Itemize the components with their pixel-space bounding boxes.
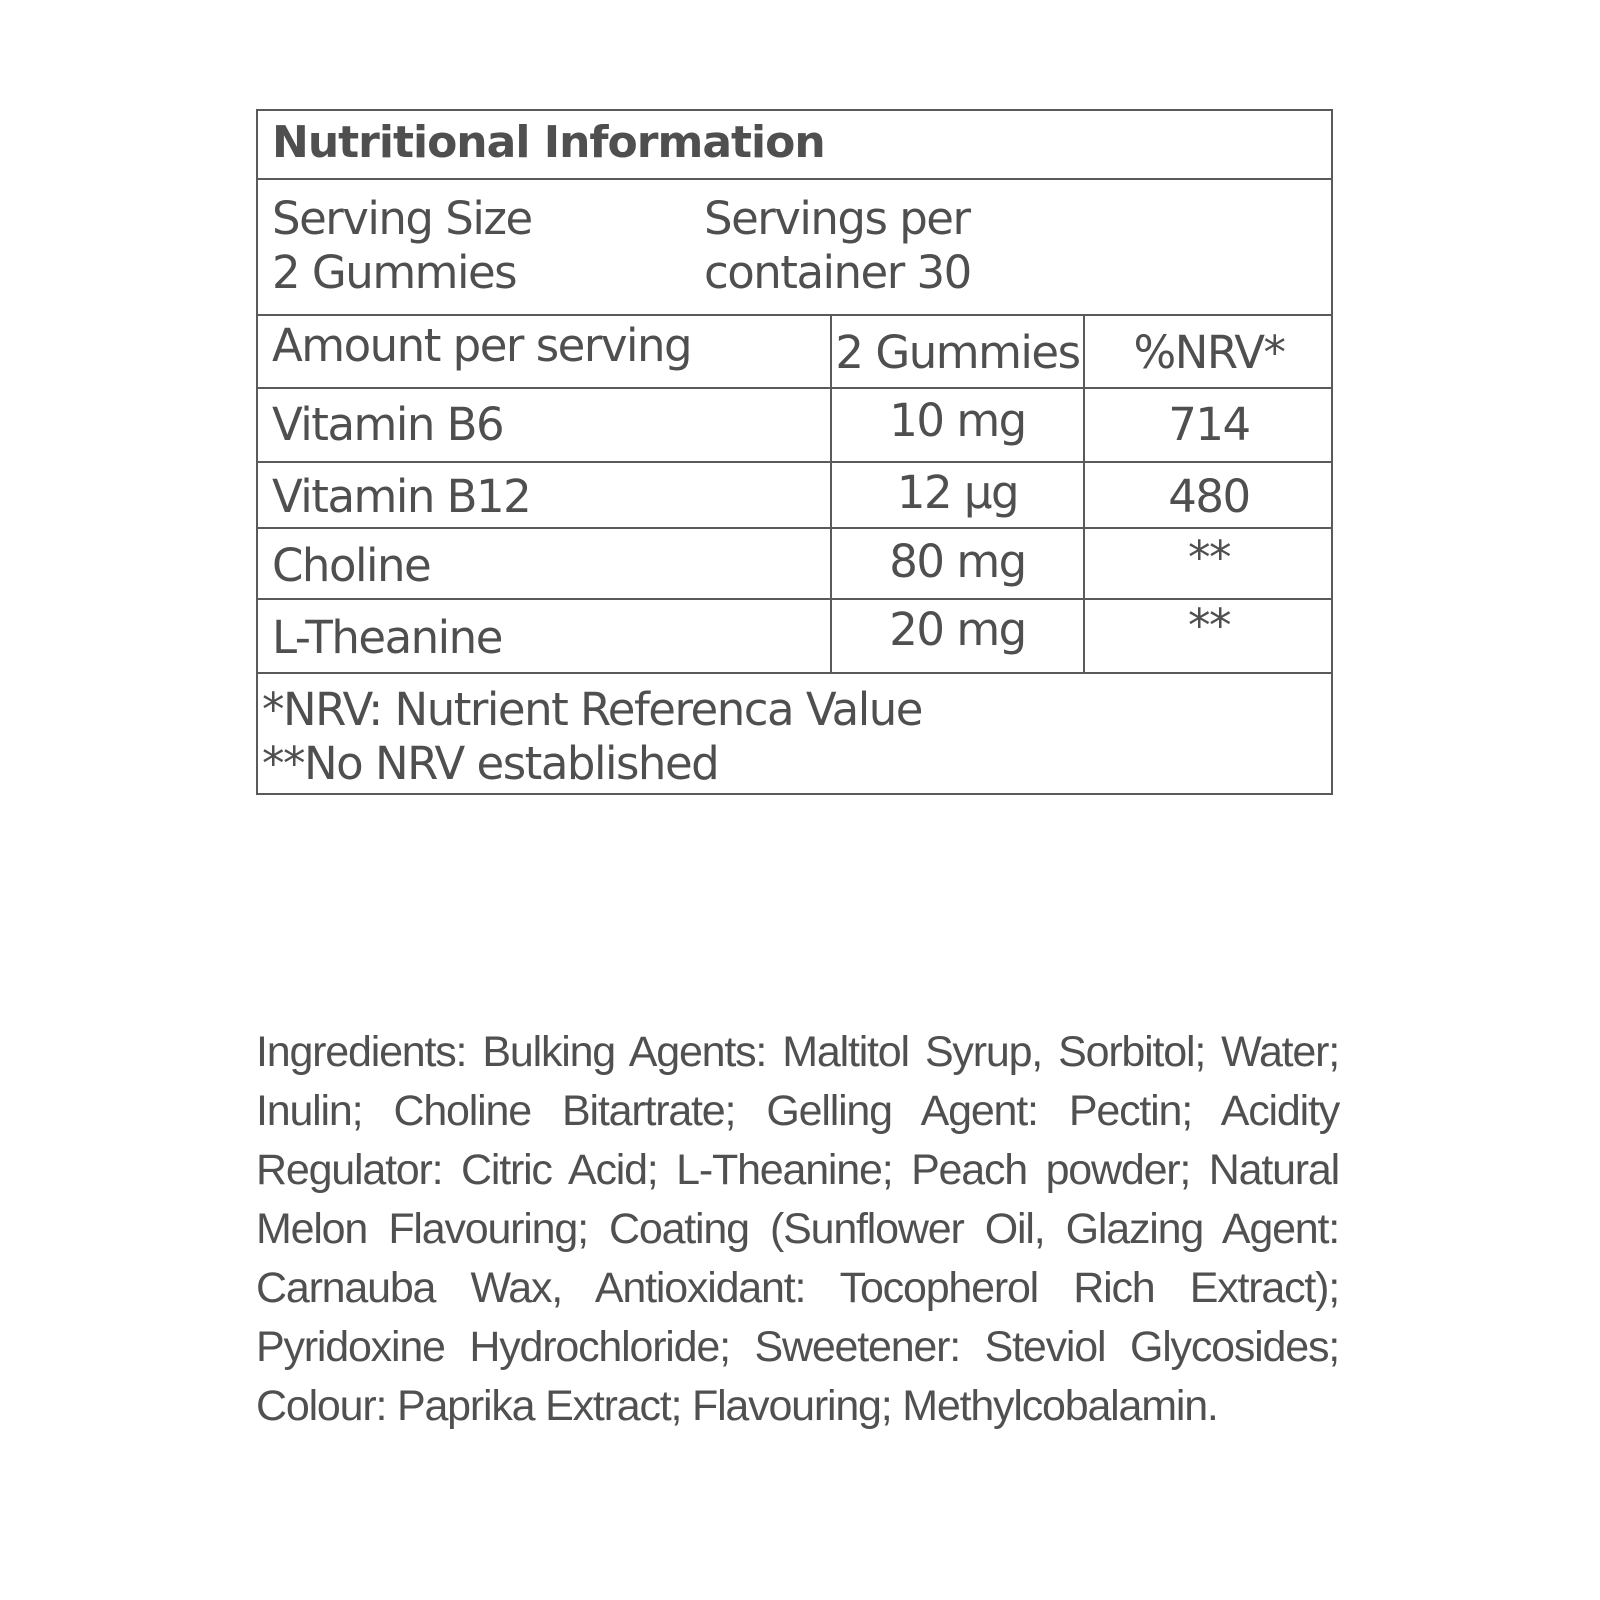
nutrient-amount: 80 mg (889, 535, 1026, 588)
nutrient-name: L-Theanine (272, 611, 502, 664)
header-gummies: 2 Gummies (835, 326, 1080, 379)
nutrient-name: Choline (272, 539, 431, 592)
footnote-no-nrv: **No NRV established (262, 737, 719, 790)
nutrient-nrv: ** (1188, 531, 1230, 584)
servings-per-value: container 30 (704, 246, 971, 299)
table-divider (258, 527, 1331, 529)
ingredients-paragraph: Ingredients: Bulking Agents: Maltitol Syrup, Sorbitol; Water; Inulin; Choline Bitartrate; Gelling Agent: Pectin; Acidity Regulator: Citric Acid; L-Theanine; Peach powder; Natural Melon Flavouring; Coating (Sunflower Oil, Glazing Agent: Carnauba Wax, Antioxidant: Tocopherol Rich Extract); Pyridoxine Hydrochloride; Sweetener: Steviol Glycosides; Colour: Paprika Extract; Flavouring; Methylcobalamin. (256, 1028, 1339, 1430)
nutrient-nrv: 480 (1168, 470, 1250, 523)
serving-size-value: 2 Gummies (272, 246, 517, 299)
nutrient-name: Vitamin B6 (272, 398, 504, 451)
table-title: Nutritional Information (272, 117, 825, 168)
nutrient-amount: 10 mg (889, 394, 1026, 447)
header-amount-per-serving: Amount per serving (272, 319, 692, 372)
table-divider (258, 314, 1331, 316)
table-divider (258, 672, 1331, 674)
footnote-nrv: *NRV: Nutrient Referenca Value (262, 683, 922, 736)
table-divider (258, 178, 1331, 180)
nutrient-nrv: 714 (1168, 398, 1250, 451)
serving-size-label: Serving Size (272, 192, 532, 245)
table-divider (258, 461, 1331, 463)
servings-per-label: Servings per (704, 192, 970, 245)
nutrition-table (256, 109, 1333, 795)
nutrient-amount: 12 µg (896, 466, 1019, 519)
table-divider (258, 387, 1331, 389)
header-nrv: %NRV* (1133, 326, 1285, 379)
nutrient-nrv: ** (1188, 599, 1230, 652)
nutrient-amount: 20 mg (889, 603, 1026, 656)
nutrient-name: Vitamin B12 (272, 470, 531, 523)
